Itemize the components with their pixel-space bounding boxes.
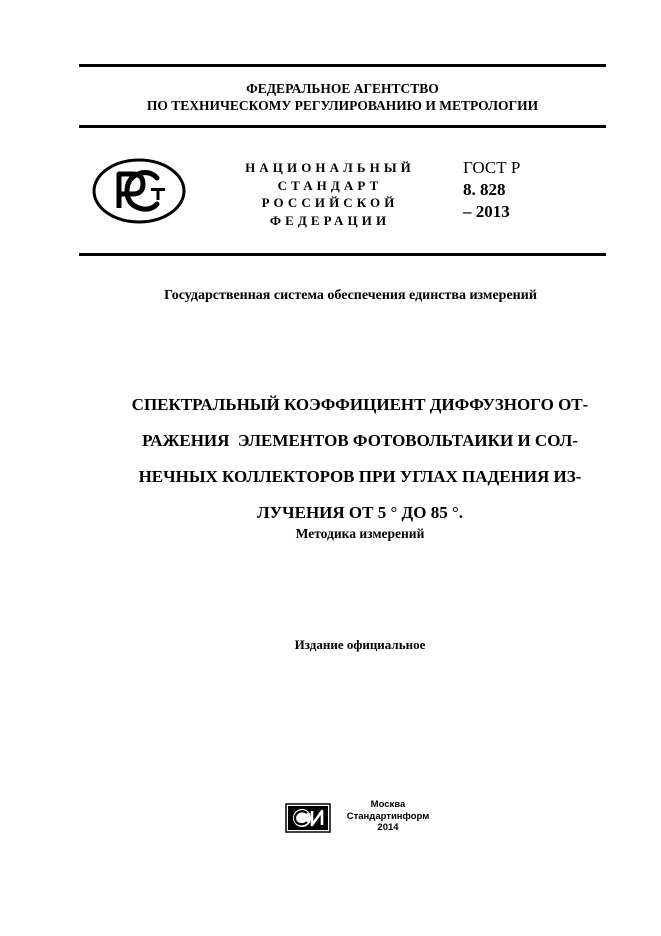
- agency-name-line-1: ФЕДЕРАЛЬНОЕ АГЕНТСТВО: [246, 81, 439, 96]
- designation-prefix: ГОСТ Р: [463, 158, 521, 177]
- standard-series: Государственная система обеспечения единства измерений: [164, 288, 537, 303]
- standard-kind-line-4: ФЕДЕРАЦИИ: [269, 212, 391, 228]
- agency-bottom-rule: [79, 125, 606, 128]
- gost-r-logo-icon: [91, 158, 187, 224]
- agency-name-line-2: ПО ТЕХНИЧЕСКОМУ РЕГУЛИРОВАНИЮ И МЕТРОЛОГИИ: [146, 98, 539, 113]
- standard-designation: [463, 157, 520, 223]
- standard-kind-line-2: СТАНДАРТ: [277, 177, 383, 193]
- publisher-year: 2014: [377, 822, 399, 833]
- top-rule: [79, 64, 606, 67]
- edition-note: Издание официальное: [294, 637, 426, 652]
- designation-number: 8. 828: [463, 180, 506, 199]
- standard-kind: [228, 159, 432, 229]
- designation-year: – 2013: [463, 202, 510, 221]
- document-title: [60, 387, 660, 531]
- header-bottom-rule: [79, 253, 606, 256]
- title-line-3: НЕЧНЫХ КОЛЛЕКТОРОВ ПРИ УГЛАХ ПАДЕНИЯ ИЗ-: [138, 467, 582, 486]
- title-line-1: СПЕКТРАЛЬНЫЙ КОЭФФИЦИЕНТ ДИФФУЗНОГО ОТ-: [131, 395, 589, 414]
- publisher-name: Стандартинформ: [346, 810, 430, 822]
- title-line-4: ЛУЧЕНИЯ ОТ 5 ° ДО 85 °.: [256, 503, 463, 522]
- publisher-city: Москва: [370, 799, 406, 810]
- standartinform-logo-icon: [285, 803, 331, 833]
- title-line-2: РАЖЕНИЯ ЭЛЕМЕНТОВ ФОТОВОЛЬТАИКИ И СОЛ-: [142, 431, 578, 450]
- standard-kind-line-1: НАЦИОНАЛЬНЫЙ: [245, 160, 415, 175]
- document-subtitle: Методика измерений: [295, 526, 425, 541]
- standard-kind-line-3: РОССИЙСКОЙ: [261, 195, 399, 210]
- publisher-block: [333, 799, 443, 834]
